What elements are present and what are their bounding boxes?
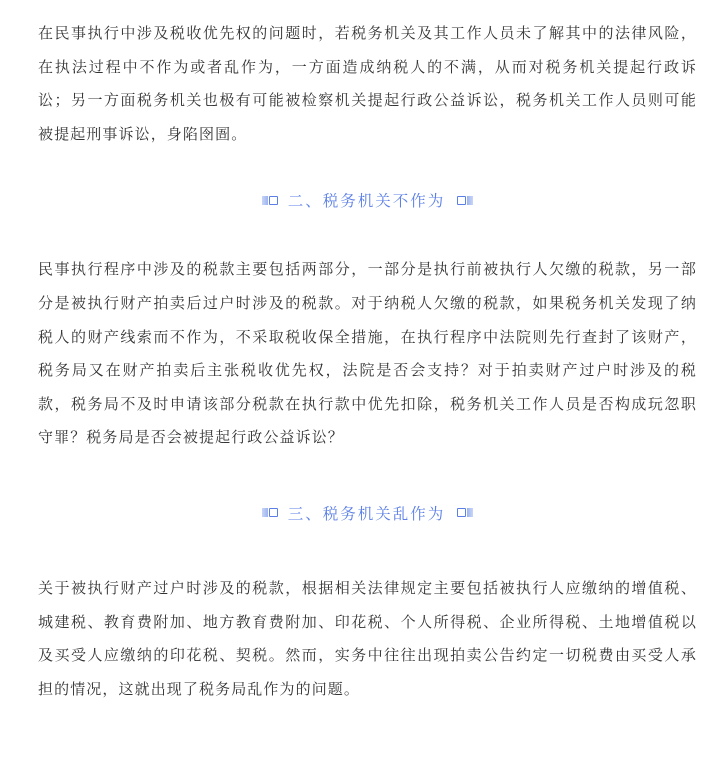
paragraph-misconduct: 关于被执行财产过户时涉及的税款，根据相关法律规定主要包括被执行人应缴纳的增值税、城建税、教育费附加、地方教育费附加、印花税、个人所得税、企业所得税、土地增值税以及买受人应缴纳的印花税、契税。然而，实务中往往出现拍卖公告约定一切税费由买受人承担的情况，这就出现了税务局乱作为的问题。 (38, 578, 697, 698)
paragraph-intro: 在民事执行中涉及税收优先权的问题时，若税务机关及其工作人员未了解其中的法律风险，在执法过程中不作为或者乱作为，一方面造成纳税人的不满，从而对税务机关提起行政诉讼；另一方面税务机关也极有可能被检察机关提起行政公益诉讼，税务机关工作人员则可能被提起刑事诉讼，身陷囹圄。 (38, 24, 697, 143)
heading-ornament-left-icon (262, 506, 278, 520)
heading-ornament-left-icon (262, 193, 278, 207)
heading-ornament-right-icon (457, 193, 473, 207)
section-heading-3-text: 三、税务机关乱作为 (287, 504, 446, 523)
paragraph-inaction: 民事执行程序中涉及的税款主要包括两部分，一部分是执行前被执行人欠缴的税款，另一部分是被执行财产拍卖后过户时涉及的税款。对于纳税人欠缴的税款，如果税务机关发现了纳税人的财产线索而不作为，不采取税收保全措施，在执行程序中法院则先行查封了该财产，税务局又在财产拍卖后主张税收优先权，法院是否会支持？对于拍卖财产过户时涉及的税款，税务局不及时申请该部分税款在执行款中优先扣除，税务机关工作人员是否构成玩忽职守罪？税务局是否会被提起行政公益诉讼？ (38, 260, 697, 447)
section-heading-2-text: 二、税务机关不作为 (287, 192, 446, 211)
heading-ornament-right-icon (457, 506, 473, 520)
section-heading-2 (38, 185, 697, 215)
section-heading-3 (38, 498, 697, 528)
